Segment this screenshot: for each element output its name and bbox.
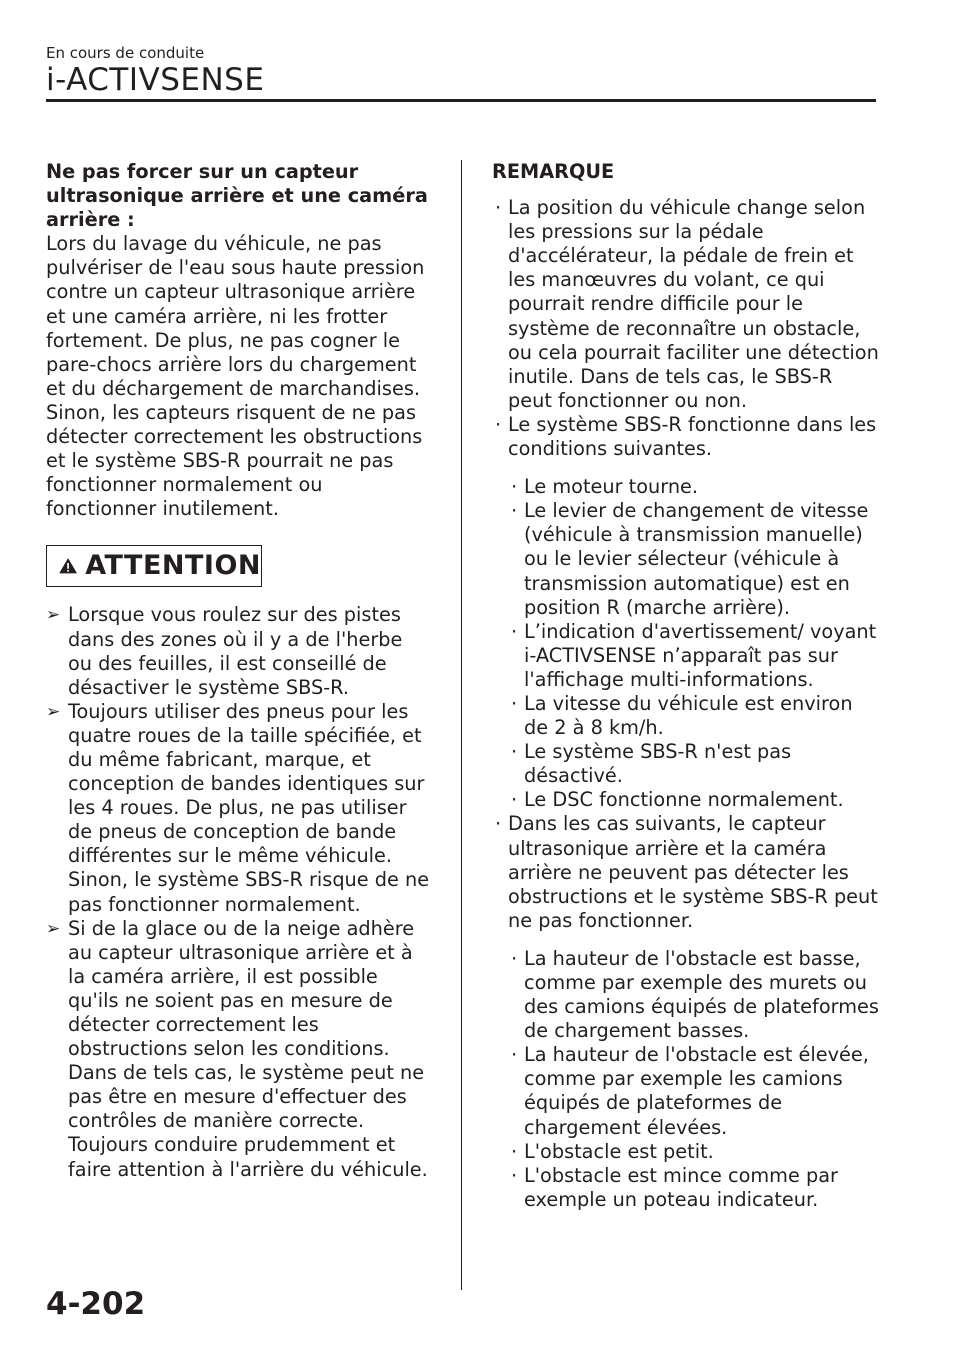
condition-item bbox=[508, 475, 882, 499]
chapter-title: i-ACTIVSENSE bbox=[46, 62, 265, 98]
attention-label: ATTENTION bbox=[85, 550, 261, 582]
attention-list bbox=[46, 603, 430, 1181]
remark-title: REMARQUE bbox=[492, 160, 615, 183]
dot-bullet-icon: · bbox=[511, 619, 518, 643]
attention-item bbox=[46, 603, 430, 699]
condition-item-text: La vitesse du véhicule est environ de 2 à 8 km/h. bbox=[524, 691, 853, 740]
remark-item bbox=[492, 812, 882, 932]
dot-bullet-icon: · bbox=[511, 1043, 518, 1067]
caution-body: Lors du lavage du véhicule, ne pas pulvériser de l'eau sous haute pression contre un capteur ultrasonique arrière et une caméra arrière, ni les frotter fortement. De plus, ne pas cogner le pare-chocs arrière lors du chargement et du déchargement de marchandises. Sinon, les capteurs risquent de ne pas détecter correctement les obstructions et le système SBS-R pourrait ne pas fonctionner normalement ou fonctionner inutilement. bbox=[46, 232, 425, 521]
dot-bullet-icon: · bbox=[495, 812, 502, 836]
limitation-item bbox=[508, 1140, 882, 1164]
page-number: 4-202 bbox=[46, 1286, 146, 1322]
dot-bullet-icon: · bbox=[511, 1163, 518, 1187]
remark-item bbox=[492, 196, 882, 413]
condition-item bbox=[508, 740, 882, 788]
remark-list bbox=[492, 196, 882, 1212]
limitation-item-text: L'obstacle est petit. bbox=[524, 1139, 714, 1163]
condition-item-text: Le DSC fonctionne normalement. bbox=[524, 788, 844, 812]
attention-item-text: Toujours utiliser des pneus pour les quatre roues de la taille spécifiée, et du même fabricant, marque, et conception de bandes identiques sur les 4 roues. De plus, ne pas utiliser de pneus de conception de bande différentes sur le même véhicule. Sinon, le système SBS-R risque de ne pas fonctionner normalement. bbox=[68, 699, 430, 916]
condition-item bbox=[508, 620, 882, 692]
limitation-sublist bbox=[508, 947, 882, 1212]
attention-item bbox=[46, 917, 430, 1182]
remark-item bbox=[492, 413, 882, 461]
attention-item-text: Si de la glace ou de la neige adhère au capteur ultrasonique arrière et à la caméra arrière, il est possible qu'ils ne soient pas en mesure de détecter correctement les obstructions selon les conditions. Dans de tels cas, le système peut ne pas être en mesure d'effectuer des contrôles de manière correcte. Toujours conduire prudemment et faire attention à l'arrière du véhicule. bbox=[68, 916, 428, 1181]
dot-bullet-icon: · bbox=[511, 1139, 518, 1163]
condition-item-text: Le système SBS-R n'est pas désactivé. bbox=[524, 740, 792, 788]
limitation-item-text: La hauteur de l'obstacle est élevée, comme par exemple les camions équipés de plateformes de chargement élevées. bbox=[524, 1043, 869, 1139]
right-column bbox=[492, 160, 882, 1212]
dot-bullet-icon: · bbox=[511, 691, 518, 715]
remark-item-text: Dans les cas suivants, le capteur ultrasonique arrière et la caméra arrière ne peuvent pas détecter les obstructions et le système SBS-R peut ne pas fonctionner. bbox=[508, 812, 878, 932]
limitation-item bbox=[508, 1164, 882, 1212]
warning-triangle-icon bbox=[59, 553, 77, 579]
condition-item bbox=[508, 788, 882, 812]
column-divider bbox=[461, 160, 462, 1290]
page-header bbox=[46, 44, 876, 98]
remark-item-text: La position du véhicule change selon les pressions sur la pédale d'accélérateur, la pédale de frein et les manœuvres du volant, ce qui pourrait rendre difficile pour le système de reconnaître un obstacle, ou cela pourrait faciliter une détection inutile. Dans de tels cas, le SBS-R peut fonctionner ou non. bbox=[508, 196, 879, 412]
arrow-bullet-icon: ➢ bbox=[46, 605, 61, 626]
limitation-item bbox=[508, 947, 882, 1043]
condition-item-text: Le levier de changement de vitesse (véhicule à transmission manuelle) ou le levier sélecteur (véhicule à transmission automatique) est en position R (marche arrière). bbox=[524, 499, 869, 619]
dot-bullet-icon: · bbox=[511, 475, 518, 499]
condition-sublist bbox=[508, 475, 882, 812]
dot-bullet-icon: · bbox=[495, 412, 502, 436]
arrow-bullet-icon: ➢ bbox=[46, 918, 61, 939]
condition-item-text: Le moteur tourne. bbox=[524, 475, 699, 499]
dot-bullet-icon: · bbox=[511, 740, 518, 764]
dot-bullet-icon: · bbox=[511, 499, 518, 523]
remark-item-text: Le système SBS-R fonctionne dans les conditions suivantes. bbox=[508, 412, 877, 461]
section-label: En cours de conduite bbox=[46, 44, 205, 62]
dot-bullet-icon: · bbox=[511, 946, 518, 970]
dot-bullet-icon: · bbox=[495, 196, 502, 220]
condition-item bbox=[508, 692, 882, 740]
condition-item-text: L’indication d'avertissement/ voyant i-ACTIVSENSE n’apparaît pas sur l'affichage multi-informations. bbox=[524, 619, 877, 691]
attention-item bbox=[46, 700, 430, 917]
attention-item-text: Lorsque vous roulez sur des pistes dans des zones où il y a de l'herbe ou des feuilles, il est conseillé de désactiver le système SBS-R. bbox=[68, 603, 403, 699]
limitation-item bbox=[508, 1043, 882, 1139]
left-column bbox=[46, 160, 430, 1182]
attention-box bbox=[46, 545, 262, 587]
limitation-item-text: L'obstacle est mince comme par exemple un poteau indicateur. bbox=[524, 1163, 838, 1211]
limitation-item-text: La hauteur de l'obstacle est basse, comme par exemple des murets ou des camions équipés de plateformes de chargement basses. bbox=[524, 946, 879, 1043]
condition-item bbox=[508, 499, 882, 619]
caution-heading: Ne pas forcer sur un capteur ultrasonique arrière et une caméra arrière : bbox=[46, 160, 428, 232]
dot-bullet-icon: · bbox=[511, 788, 518, 812]
header-rule bbox=[46, 99, 876, 102]
arrow-bullet-icon: ➢ bbox=[46, 701, 61, 722]
